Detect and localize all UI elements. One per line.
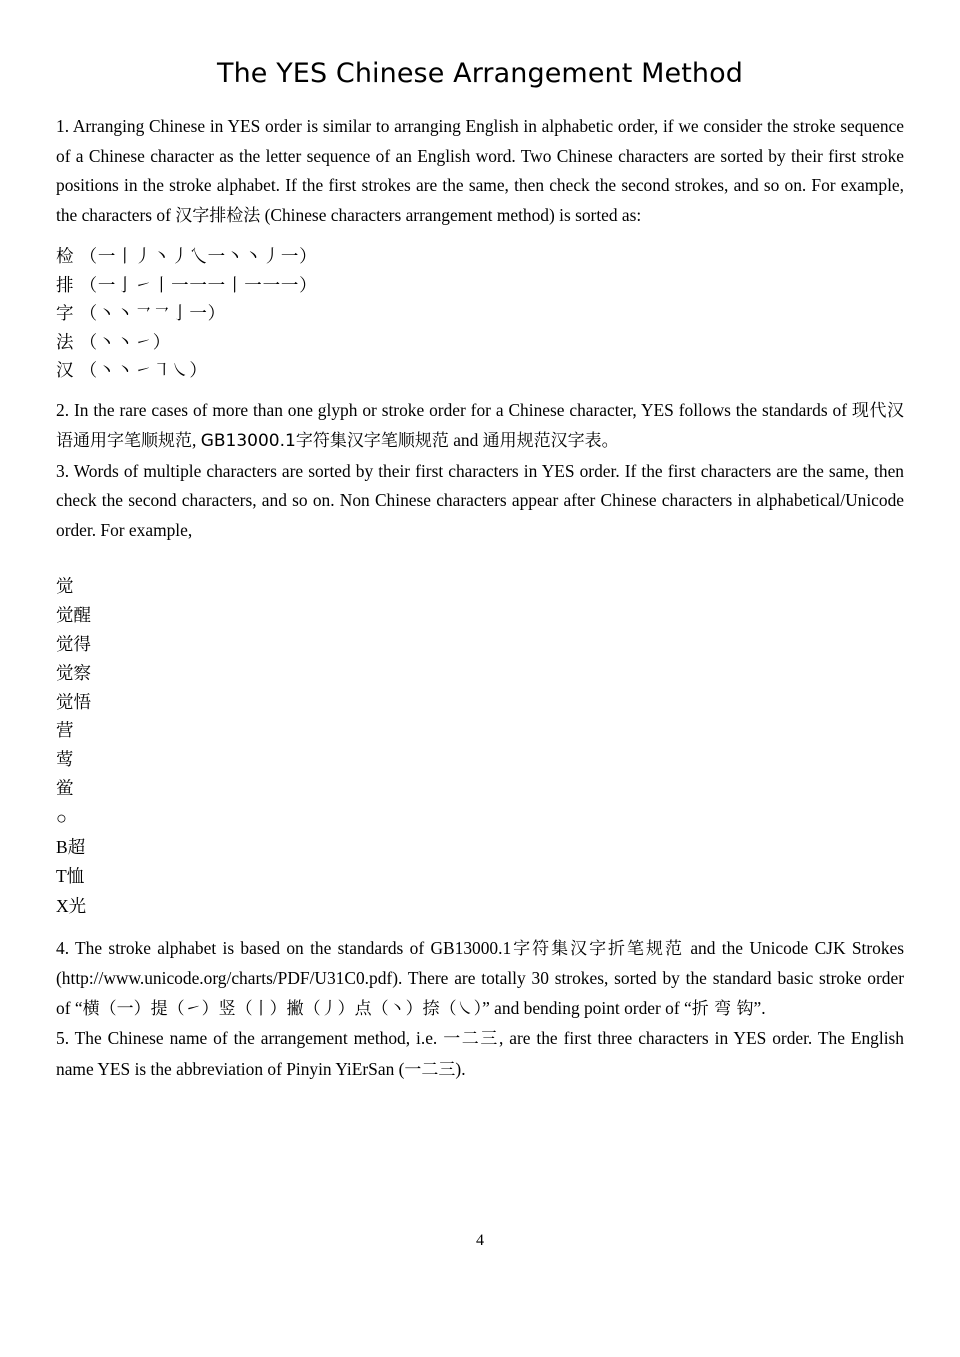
paragraph-1 — [56, 112, 904, 231]
latin-prefix: X — [56, 896, 69, 917]
paragraph-4-mid-2: and bending point order of — [489, 997, 684, 1018]
paragraph-5 — [56, 1024, 904, 1085]
paragraph-4-mid: and the Unicode CJK Strokes (http://www.unicode.org/charts/PDF/U31C0.pdf). There are totally 30 strokes, sorted by the standard basic stroke order of — [56, 937, 905, 1018]
paragraph-2-separator: , — [192, 430, 201, 451]
stroke-example-sequence: （丶丶㇖㇖亅一） — [79, 304, 226, 325]
paragraph-2-text: 2. In the rare cases of more than one glyph or stroke order for a Chinese character, YES follows the standards of — [56, 399, 852, 420]
standard-name-3: 通用规范汉字表。 — [482, 431, 619, 452]
paragraph-3: 3. Words of multiple characters are sorted by their first characters in YES order. If the first characters are the same, then check the second characters, and so on. Non Chinese characters appear after Chinese characters in alphabetical/Unicode order. For example, — [56, 460, 904, 540]
stroke-sequence-list — [56, 243, 904, 386]
word-order-example-list — [56, 573, 904, 922]
word-list-item-circle: ○ — [56, 807, 67, 828]
chinese-method-name: 一二三 — [443, 1029, 499, 1050]
stroke-example-row — [56, 329, 904, 358]
stroke-example-character: 汉 — [56, 361, 74, 382]
word-list-item — [56, 862, 904, 892]
stroke-example-row — [56, 300, 904, 329]
paragraph-1-cjk-term: 汉字排检法 — [175, 205, 261, 226]
word-list-item: 鲎 — [56, 778, 74, 799]
cjk-suffix: 超 — [67, 837, 86, 858]
word-list-item — [56, 892, 904, 922]
stroke-example-character: 字 — [56, 304, 74, 325]
paragraph-2 — [56, 396, 904, 457]
word-list-item — [56, 833, 904, 863]
stroke-example-row — [56, 243, 904, 272]
stroke-example-sequence: （一丨丿丶丿乀一丶丶丿一） — [79, 247, 318, 268]
word-list-item: 觉得 — [56, 634, 91, 655]
word-list-item: 觉 — [56, 577, 74, 598]
paragraph-1-tail: (Chinese characters arrangement method) is sorted as: — [260, 204, 642, 225]
quote-close: ” — [482, 997, 490, 1018]
cjk-suffix: 恤 — [66, 867, 85, 888]
standard-name-2: GB13000.1字符集汉字笔顺规范 — [200, 431, 449, 452]
page-title: The YES Chinese Arrangement Method — [217, 58, 743, 89]
quote-open-2: “ — [683, 997, 692, 1018]
stroke-example-sequence: （一亅㇀丨一一一丨一一一） — [79, 275, 318, 296]
stroke-example-row — [56, 272, 904, 301]
latin-prefix: T — [56, 866, 67, 887]
word-list-item: 觉醒 — [56, 606, 91, 627]
stroke-example-sequence: （丶丶㇀） — [79, 332, 172, 353]
stroke-example-sequence: （丶丶㇀㇕㇏） — [79, 361, 208, 382]
standard-name-4: 字符集汉字折笔规范 — [511, 938, 684, 959]
paragraph-4-end: ”. — [753, 997, 766, 1018]
latin-prefix: B — [56, 836, 68, 857]
chinese-method-name-2: 一二三 — [404, 1059, 456, 1080]
word-list-item: 觉察 — [56, 663, 91, 684]
word-list-item: 营 — [56, 721, 74, 742]
word-list-item: 觉悟 — [56, 692, 91, 713]
stroke-example-character: 检 — [56, 247, 74, 268]
stroke-example-character: 法 — [56, 332, 74, 353]
paragraph-1-text: 1. Arranging Chinese in YES order is similar to arranging English in alphabetic order, if we consider the stroke sequence of a Chinese character as the letter sequence of an English word. Two Chinese characters are sorted by their first stroke positions in the stroke alphabet. If the first strokes are the same, then check the second strokes, and so on. For example, the characters of — [56, 116, 904, 225]
paragraph-2-and: and — [448, 430, 483, 451]
basic-stroke-order-list: 横（一）提（㇀）竖（丨）撇（丿）点（丶）捺（㇏） — [82, 998, 483, 1019]
standard-name-1: 现代汉语通用字笔顺规范 — [56, 400, 904, 452]
page-content — [56, 58, 904, 1085]
paragraph-4-text: 4. The stroke alphabet is based on the standards of GB13000.1 — [56, 937, 512, 958]
paragraph-5-mid: , are the first three characters in YES order. The English name YES is the abbreviation of Pinyin YiErSan ( — [56, 1028, 905, 1079]
quote-open: “ — [74, 997, 83, 1018]
paragraph-5-text: 5. The Chinese name of the arrangement method, i.e. — [56, 1028, 444, 1049]
paragraph-4 — [56, 934, 904, 1025]
bending-point-order-list: 折 弯 钩 — [691, 998, 754, 1019]
word-list-item: 莺 — [56, 750, 74, 771]
stroke-example-row — [56, 357, 904, 386]
paragraph-5-end: ). — [455, 1058, 466, 1079]
cjk-suffix: 光 — [68, 897, 87, 918]
stroke-example-character: 排 — [56, 275, 74, 296]
page-number: 4 — [476, 1232, 484, 1249]
